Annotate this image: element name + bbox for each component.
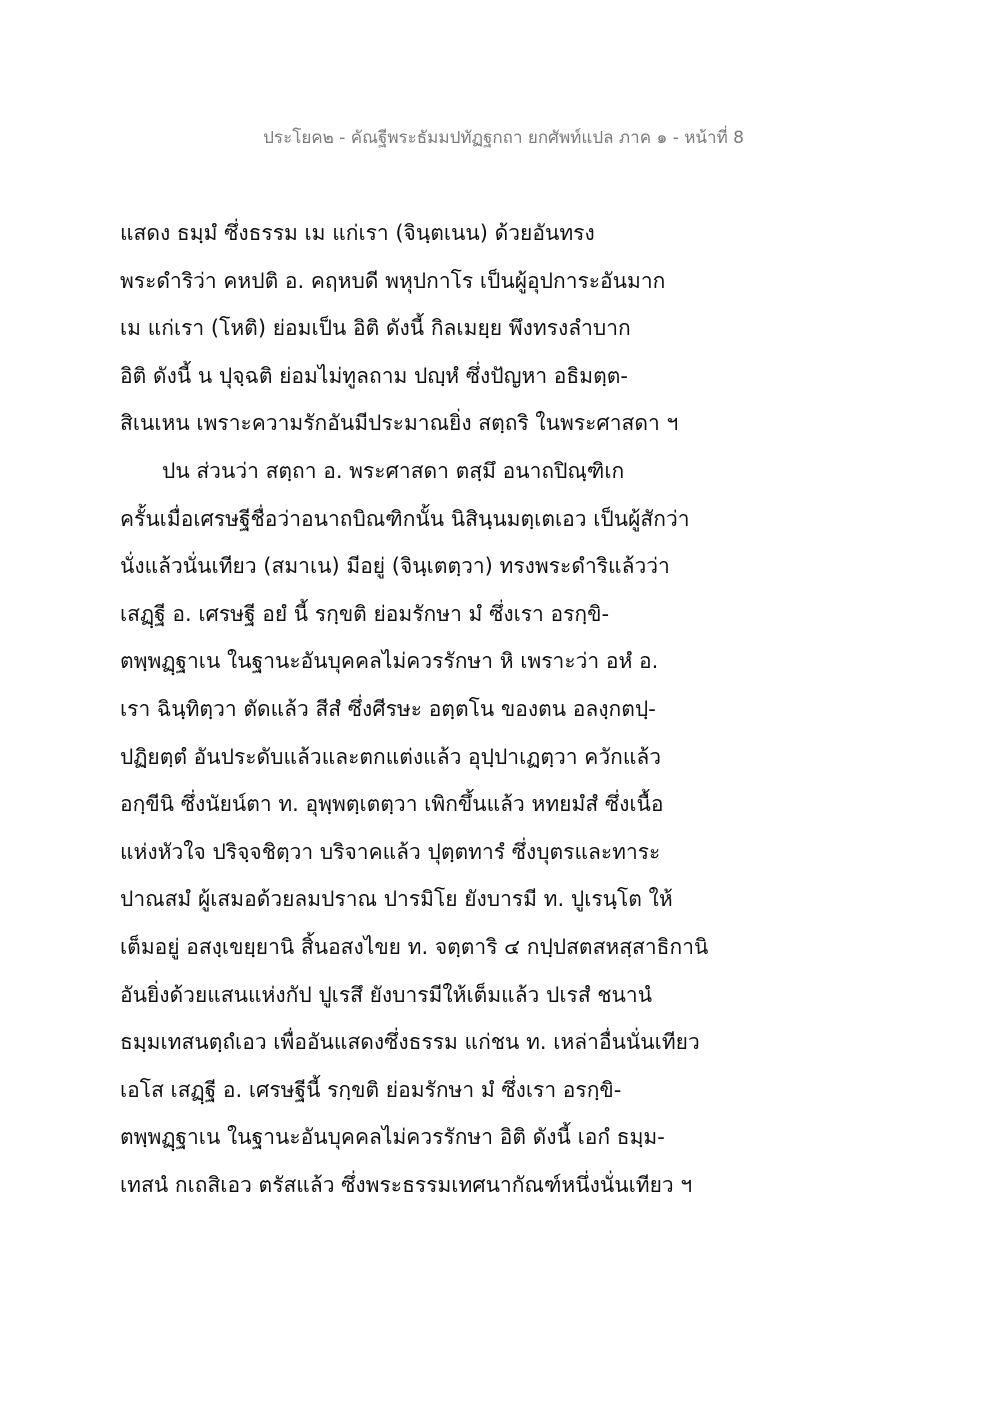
body-text (120, 213, 920, 1212)
text-line: อกฺขีนิ ซึ่งนัยน์ตา ท. อุพฺพตฺเตตฺวา เพิกขึ้นแล้ว หทยมํสํ ซึ่งเนื้อ (120, 792, 664, 817)
text-line: ตพฺพฏฺฐาเน ในฐานะอันบุคคลไม่ควรรักษา อิติ ดังนี้ เอกํ ธมฺม- (120, 1125, 665, 1150)
paragraph-start-line: ปน ส่วนว่า สตฺถา อ. พระศาสดา ตสฺมึ อนาถปิณฺฑิเก (162, 458, 625, 483)
text-line: เอโส เสฏฺฐี อ. เศรษฐีนี้ รกฺขติ ย่อมรักษา มํ ซึ่งเรา อรกฺขิ- (120, 1077, 622, 1102)
text-line: อันยิ่งด้วยแสนแห่งกัป ปูเรสึ ยังบารมีให้เต็มแล้ว ปเรสํ ชนานํ (120, 982, 653, 1007)
text-line: ตพฺพฏฺฐาเน ในฐานะอันบุคคลไม่ควรรักษา หิ เพราะว่า อหํ อ. (120, 649, 659, 674)
text-line: ครั้นเมื่อเศรษฐีชื่อว่าอนาถบิณฑิกนั้น นิสินฺนมตฺเตเอว เป็นผู้สักว่า (120, 506, 690, 531)
text-line: เรา ฉินฺทิตฺวา ตัดแล้ว สีสํ ซึ่งศีรษะ อตฺตโน ของตน อลงฺกตปฺ- (120, 696, 656, 721)
text-line: ปฏิยตฺตํ อันประดับแล้วและตกแต่งแล้ว อุปฺปาเฏตฺวา ควักแล้ว (120, 744, 662, 769)
text-line: เทสนํ กเถสิเอว ตรัสแล้ว ซึ่งพระธรรมเทศนากัณฑ์หนึ่งนั่นเทียว ฯ (120, 1172, 693, 1197)
text-line: สิเนเหน เพราะความรักอันมีประมาณยิ่ง สตฺถริ ในพระศาสดา ฯ (120, 411, 679, 436)
text-line: ปาณสมํ ผู้เสมอด้วยลมปราณ ปารมิโย ยังบารมี ท. ปูเรนฺโต ให้ (120, 887, 673, 912)
running-header: ประโยค๒ - คัณฐีพระธัมมปทัฏฐกถา ยกศัพท์แปล ภาค ๑ - หน้าที่ 8 (263, 128, 744, 148)
text-line: แสดง ธมฺมํ ซึ่งธรรม เม แก่เรา (จินฺตเนน) ด้วยอันทรง (120, 221, 595, 245)
text-line: อิติ ดังนี้ น ปุจฺฉติ ย่อมไม่ทูลถาม ปญฺหํ ซึ่งปัญหา อธิมตฺต- (120, 363, 628, 388)
text-line: เต็มอยู่ อสงฺเขยฺยานิ สิ้นอสงไขย ท. จตฺตาริ ๔ กปฺปสตสหสฺสาธิกานิ (120, 934, 709, 959)
text-line: แห่งหัวใจ ปริจฺจชิตฺวา บริจาคแล้ว ปุตฺตทารํ ซึ่งบุตรและทาระ (120, 839, 661, 864)
text-line: พระดำริว่า คหปติ อ. คฤหบดี พหุปกาโร เป็นผู้อุปการะอันมาก (120, 268, 666, 293)
text-line: นั่งแล้วนั่นเทียว (สมาเน) มีอยู่ (จินฺเตตฺวา) ทรงพระดำริแล้วว่า (120, 554, 670, 579)
text-line: เม แก่เรา (โหติ) ย่อมเป็น อิติ ดังนี้ กิลเมยฺย พึงทรงลำบาก (120, 316, 631, 341)
text-line: ธมฺมเทสนตฺถํเอว เพื่ออันแสดงซึ่งธรรม แก่ชน ท. เหล่าอื่นนั่นเทียว (120, 1030, 700, 1055)
text-line: เสฏฺฐี อ. เศรษฐี อยํ นี้ รกฺขติ ย่อมรักษา มํ ซึ่งเรา อรกฺขิ- (120, 601, 610, 626)
